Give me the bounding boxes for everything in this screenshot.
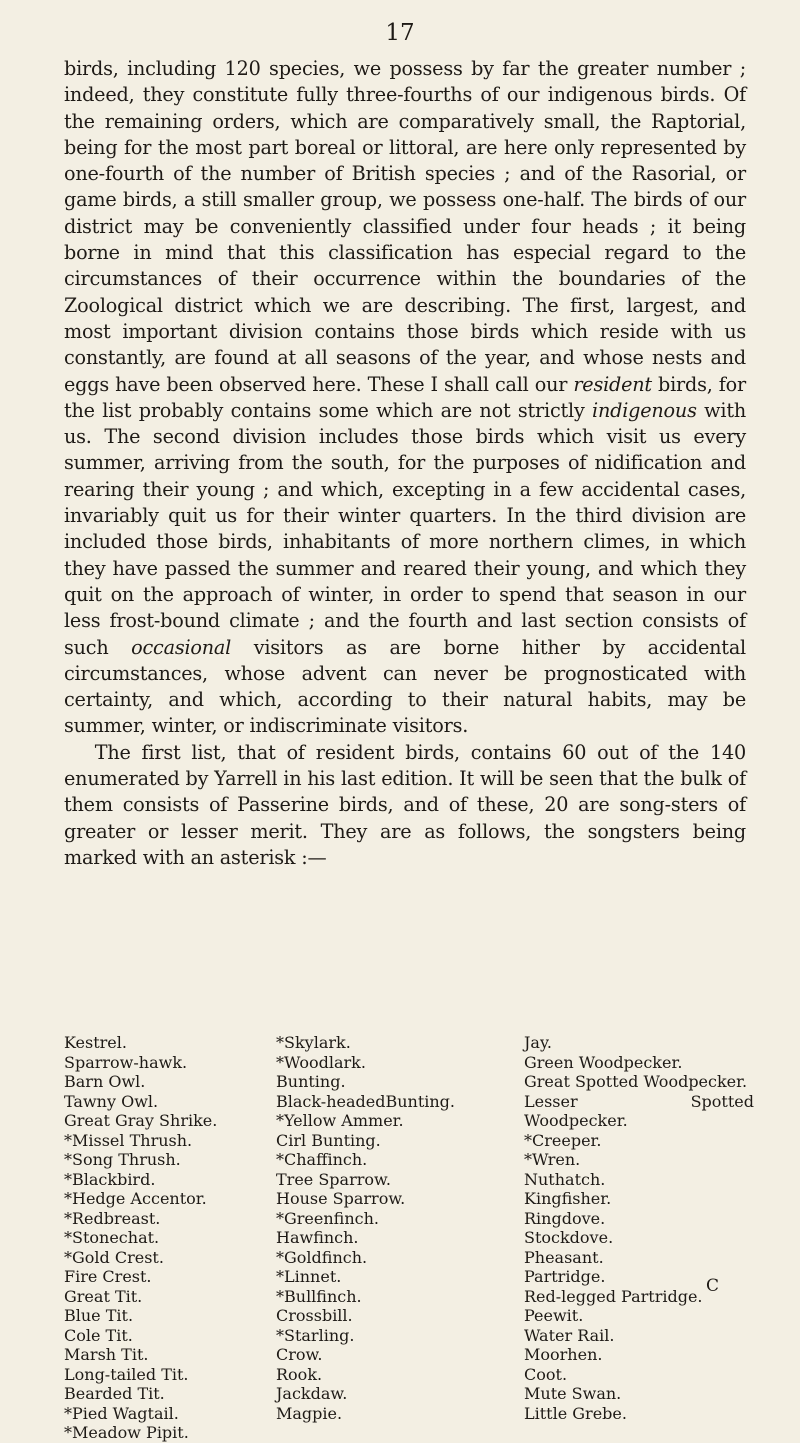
- bird-list-item: Great Gray Shrike.: [64, 1111, 218, 1130]
- bird-list: [64, 1033, 754, 1443]
- bird-list-item: *Hedge Accentor.: [64, 1189, 207, 1208]
- bird-list-item: Tawny Owl.: [64, 1091, 159, 1111]
- bird-list-item: Rook.: [276, 1364, 323, 1384]
- bird-list-item: Magpie.: [276, 1403, 343, 1423]
- italic-resident: resident: [573, 372, 652, 396]
- signature-mark: C: [706, 1276, 720, 1296]
- bird-list-item: *Linnet.: [276, 1267, 342, 1286]
- bird-list-item: Long-tailed Tit.: [64, 1364, 189, 1384]
- bird-list-item: Ringdove.: [524, 1208, 606, 1228]
- bird-list-item: Peewit.: [524, 1306, 584, 1325]
- bird-list-item: *Goldfinch.: [276, 1247, 368, 1267]
- bird-list-item: Sparrow-hawk.: [64, 1052, 188, 1072]
- bird-list-item: *Wren.: [524, 1150, 581, 1169]
- bird-list-item: Jay.: [524, 1033, 552, 1052]
- bird-list-item: *Stonechat.: [64, 1228, 160, 1247]
- bird-list-item: *Gold Crest.: [64, 1247, 164, 1267]
- bird-list-item: Red-legged Partridge.: [524, 1286, 703, 1306]
- bird-list-item: Blue Tit.: [64, 1306, 134, 1325]
- bird-list-item: Lesser Spotted Woodpecker.: [524, 1091, 754, 1130]
- bird-list-column-2: [276, 1033, 524, 1443]
- bird-list-item: Jackdaw.: [276, 1384, 348, 1403]
- bird-list-item: Mute Swan.: [524, 1384, 622, 1403]
- bird-list-item: Stockdove.: [524, 1228, 614, 1247]
- bird-list-item: *Skylark.: [276, 1033, 351, 1052]
- bird-list-item: Crossbill.: [276, 1306, 353, 1325]
- bird-list-item: Little Grebe.: [524, 1403, 627, 1423]
- bird-list-item: Coot.: [524, 1364, 568, 1384]
- bird-list-item: *Woodlark.: [276, 1052, 366, 1072]
- page-number: 17: [385, 20, 415, 46]
- bird-list-item: Water Rail.: [524, 1325, 615, 1345]
- bird-list-item: Partridge.: [524, 1267, 606, 1286]
- bird-list-item: Black-headedBunting.: [276, 1091, 456, 1111]
- bird-list-item: *Yellow Ammer.: [276, 1111, 404, 1130]
- bird-list-column-1: [64, 1033, 276, 1443]
- bird-list-item: Great Spotted Woodpecker.: [524, 1072, 748, 1091]
- bird-list-item: *Bullfinch.: [276, 1286, 362, 1306]
- bird-list-item: *Chaffinch.: [276, 1150, 368, 1169]
- bird-list-item: *Missel Thrush.: [64, 1130, 193, 1150]
- bird-list-item: Cirl Bunting.: [276, 1130, 381, 1150]
- bird-list-item: Tree Sparrow.: [276, 1169, 391, 1189]
- bird-list-item: Hawfinch.: [276, 1228, 359, 1247]
- bird-list-item: Marsh Tit.: [64, 1345, 149, 1364]
- bird-list-item: Green Woodpecker.: [524, 1052, 683, 1072]
- bird-list-item: Kestrel.: [64, 1033, 127, 1052]
- bird-list-item: *Starling.: [276, 1325, 355, 1345]
- bird-list-item: *Blackbird.: [64, 1169, 156, 1189]
- italic-occasional: occasional: [131, 635, 232, 659]
- bird-list-item: Cole Tit.: [64, 1325, 133, 1345]
- bird-list-item: *Greenfinch.: [276, 1208, 379, 1228]
- bird-list-item: *Creeper.: [524, 1130, 602, 1150]
- bird-list-item: Great Tit.: [64, 1286, 143, 1306]
- bird-list-item: Bunting.: [276, 1072, 346, 1091]
- bird-list-item: Moorhen.: [524, 1345, 603, 1364]
- bird-list-item: Barn Owl.: [64, 1072, 146, 1091]
- bird-list-item: Kingfisher.: [524, 1189, 612, 1208]
- bird-list-item: Pheasant.: [524, 1247, 604, 1267]
- bird-list-column-3: [524, 1033, 754, 1443]
- bird-list-item: Crow.: [276, 1345, 323, 1364]
- italic-indigenous: indigenous: [592, 398, 697, 422]
- bird-list-item: Bearded Tit.: [64, 1384, 165, 1403]
- bird-list-item: *Song Thrush.: [64, 1150, 181, 1169]
- bird-list-item: House Sparrow.: [276, 1189, 406, 1208]
- bird-list-item: Nuthatch.: [524, 1169, 606, 1189]
- paragraph-1: birds, including 120 species, we possess by far the greater number ; indeed, they constitute fully three-fourths of our indigenous birds. Of the remaining orders, which are comparatively small, the Raptorial, being for the most part boreal or littoral, are here only represented by one-fourth of the number of British species ; and of the Rasorial, or game birds, a still smaller group, we possess one-half. The birds of our district may be conveniently classified under four heads ; it being borne in mind that this classification has especial regard to the circumstances of their occurrence within the boundaries of the Zoological district which we are describing. The first, largest, and most important division contains those birds which reside with us constantly, are found at all seasons of the year, and whose nests and eggs have been observed here. These I shall call our resident birds, for the list probably contains some which are not strictly indigenous with us. The second division includes those birds which visit us every summer, arriving from the south, for the purposes of nidification and rearing their young ; and which, excepting in a few accidental cases, invariably quit us for their winter quarters. In the third division are included those birds, inhabitants of more northern climes, in which they have passed the summer and reared their young, and which they quit on the approach of winter, in order to spend that season in our less frost-bound climate ; and the fourth and last section consists of such occasional visitors as are borne hither by accidental circumstances, whose advent can never be prognosticated with certainty, and which, according to their natural habits, may be summer, winter, or indiscriminate visitors.: [64, 57, 746, 738]
- bird-list-item: *Redbreast.: [64, 1208, 161, 1228]
- bird-list-item: Fire Crest.: [64, 1267, 152, 1286]
- paragraph-2: The first list, that of resident birds, contains 60 out of the 140 enumerated by Yarrell in his last edition. It will be seen that the bulk of them consists of Passerine birds, and of these, 20 are song-sters of greater or lesser merit. They are as follows, the songsters being marked with an asterisk :—: [64, 740, 746, 869]
- bird-list-item: *Meadow Pipit.: [64, 1423, 189, 1442]
- bird-list-item: *Pied Wagtail.: [64, 1403, 179, 1423]
- body-text: [64, 56, 746, 871]
